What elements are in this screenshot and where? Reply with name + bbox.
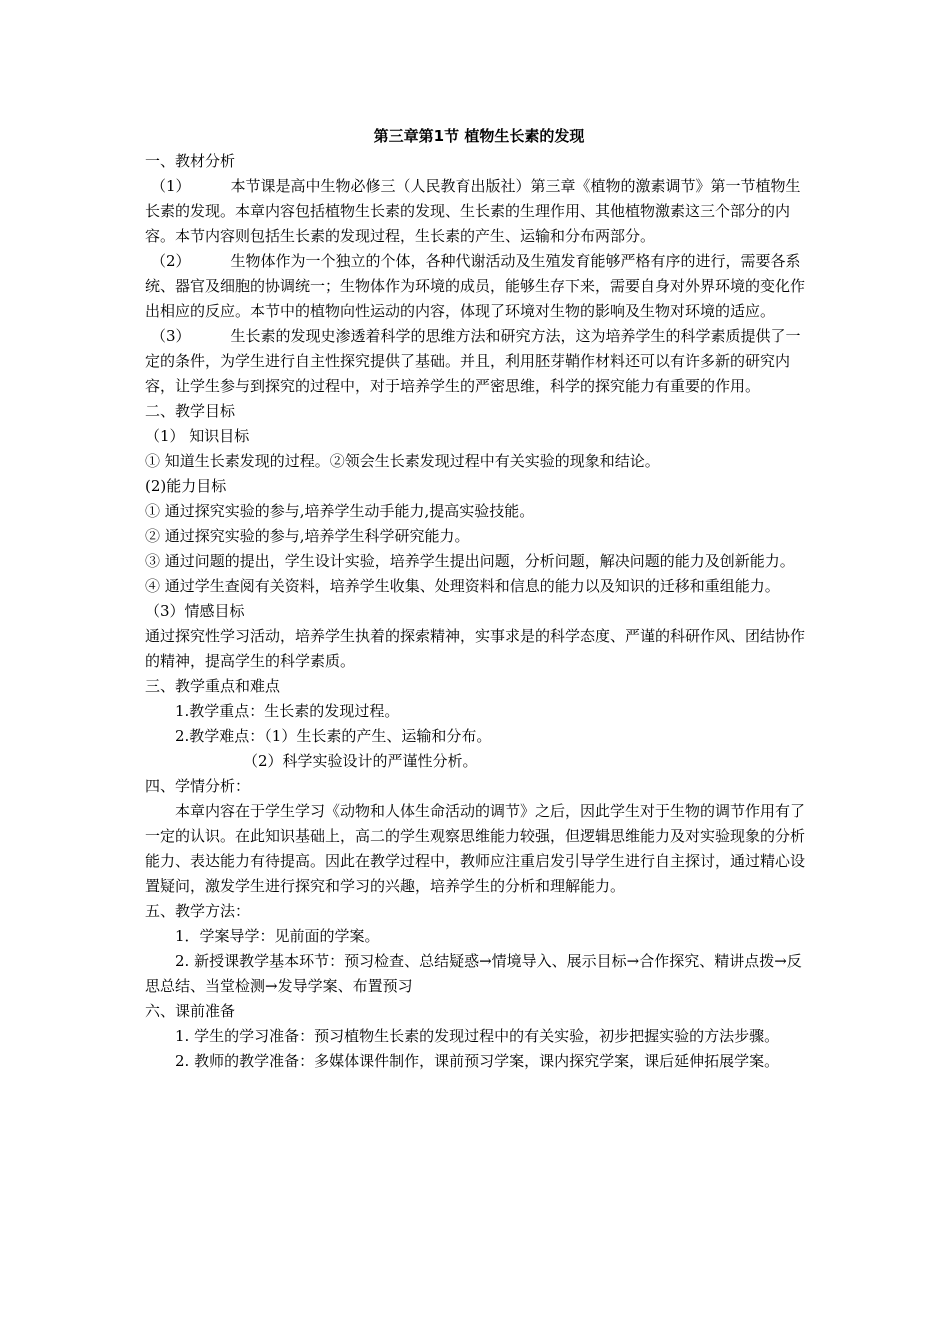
paragraph-1 [145,174,813,249]
section-4-heading: 四、学情分析： [145,777,251,795]
knowledge-goal-text: ① 知道生长素发现的过程。②领会生长素发现过程中有关实验的现象和结论。 [145,452,660,470]
ability-goal-1: ① 通过探究实验的参与,培养学生动手能力,提高实验技能。 [145,502,535,520]
paragraph-1-number: （1） [151,177,191,195]
section-2-heading: 二、教学目标 [145,402,236,420]
difficult-point-2: （2）科学实验设计的严谨性分析。 [243,752,478,770]
ability-goal-3: ③ 通过问题的提出，学生设计实验，培养学生提出问题，分析问题，解决问题的能力及创新能力。 [145,552,795,570]
section-3-heading: 三、教学重点和难点 [145,677,281,695]
knowledge-goal-heading: （1） 知识目标 [145,427,250,445]
section-1-heading: 一、教材分析 [145,152,236,170]
paragraph-1-text: 本节课是高中生物必修三（人民教育出版社）第三章《植物的激素调节》第一节植物生长素的发现。本章内容包括植物生长素的发现、生长素的生理作用、其他植物激素这三个部分的内容。本节内容则包括生长素的发现过程，生长素的产生、运输和分布两部分。 [145,177,801,245]
paragraph-2-number: （2） [151,252,191,270]
paragraph-3-number: （3） [151,327,191,345]
prep-2: 2. 教师的教学准备：多媒体课件制作，课前预习学案，课内探究学案，课后延伸拓展学案。 [175,1052,780,1070]
ability-goal-4: ④ 通过学生查阅有关资料，培养学生收集、处理资料和信息的能力以及知识的迁移和重组能力。 [145,577,780,595]
ability-goal-2: ② 通过探究实验的参与,培养学生科学研究能力。 [145,527,470,545]
page-title: 第三章第1节 植物生长素的发现 [373,127,585,145]
paragraph-3 [145,324,813,399]
key-point: 1.教学重点：生长素的发现过程。 [175,702,400,720]
paragraph-3-text: 生长素的发现史渗透着科学的思维方法和研究方法，这为培养学生的科学素质提供了一定的条件，为学生进行自主性探究提供了基础。并且，利用胚芽鞘作材料还可以有许多新的研究内容，让学生参与到探究的过程中，对于培养学生的严密思维，科学的探究能力有重要的作用。 [145,327,801,395]
emotion-goal-text: 通过探究性学习活动，培养学生执着的探索精神，实事求是的科学态度、严谨的科研作风、团结协作的精神，提高学生的科学素质。 [145,627,806,670]
prep-1: 1. 学生的学习准备：预习植物生长素的发现过程中的有关实验，初步把握实验的方法步骤。 [175,1027,780,1045]
method-2: 2. 新授课教学基本环节：预习检查、总结疑惑→情境导入、展示目标→合作探究、精讲点拨→反思总结、当堂检测→发导学案、布置预习 [145,952,802,995]
section-6-heading: 六、课前准备 [145,1002,236,1020]
emotion-goal-heading: （3）情感目标 [145,602,245,620]
section-5-heading: 五、教学方法： [145,902,251,920]
paragraph-2-text: 生物体作为一个独立的个体，各种代谢活动及生殖发育能够严格有序的进行，需要各系统、器官及细胞的协调统一；生物体作为环境的成员，能够生存下来，需要自身对外界环境的变化作出相应的反应。本节中的植物向性运动的内容，体现了环境对生物的影响及生物对环境的适应。 [145,252,806,320]
paragraph-2 [145,249,813,324]
method-1: 1．学案导学：见前面的学案。 [175,927,380,945]
document-body [145,124,813,1074]
difficult-point: 2.教学难点：（1）生长素的产生、运输和分布。 [175,727,492,745]
student-analysis-text: 本章内容在于学生学习《动物和人体生命活动的调节》之后，因此学生对于生物的调节作用有了一定的认识。在此知识基础上，高二的学生观察思维能力较强，但逻辑思维能力及对实验现象的分析能力、表达能力有待提高。因此在教学过程中，教师应注重启发引导学生进行自主探讨，通过精心设置疑问，激发学生进行探究和学习的兴趣，培养学生的分析和理解能力。 [145,802,806,895]
ability-goal-heading: (2)能力目标 [145,477,227,495]
